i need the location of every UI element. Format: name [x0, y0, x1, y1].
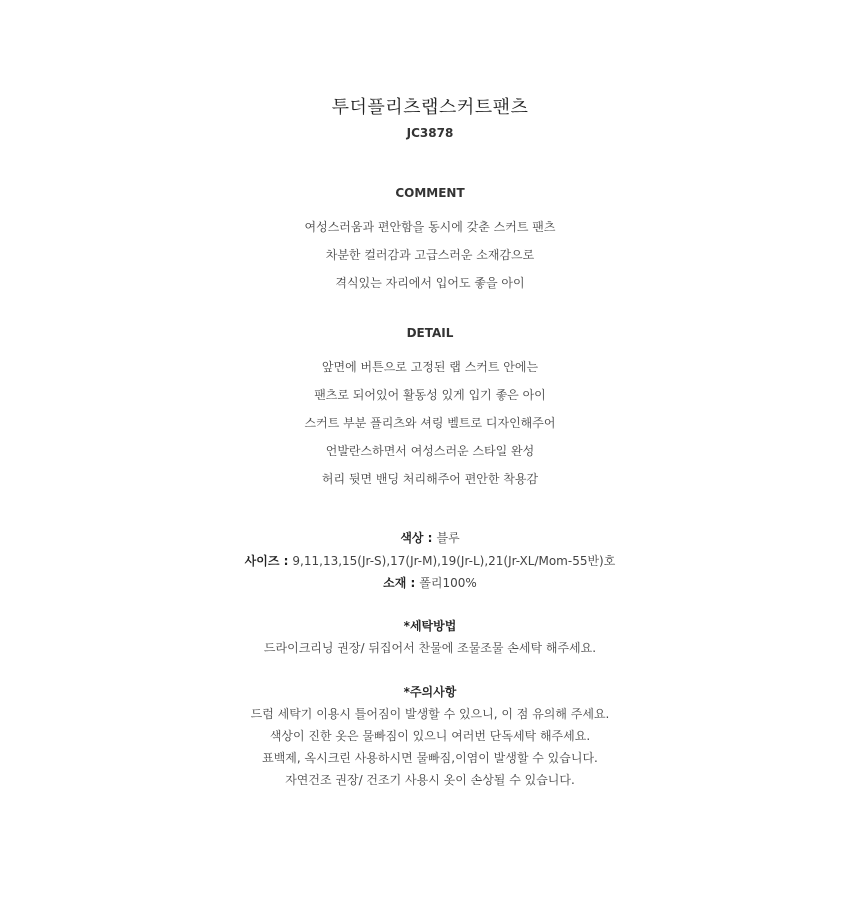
spec-size-label: 사이즈 : — [244, 553, 289, 568]
comment-line: 여성스러움과 편안함을 동시에 갖춘 스커트 팬츠 — [304, 220, 556, 234]
detail-line: 팬츠로 되어있어 활동성 있게 입기 좋은 아이 — [314, 388, 546, 402]
spec-size-value: 9,11,13,15(Jr-S),17(Jr-M),19(Jr-L),21(Jr-XL/Mom-55반)호 — [292, 553, 616, 568]
spec-size — [0, 550, 860, 573]
product-code: JC3878 — [406, 126, 454, 140]
detail-text — [0, 353, 860, 493]
spec-material — [0, 572, 860, 595]
spec-list — [0, 527, 860, 595]
caution-line: 색상이 진한 옷은 물빠짐이 있으니 여러번 단독세탁 해주세요. — [269, 728, 591, 743]
comment-line: 차분한 컬러감과 고급스러운 소재감으로 — [325, 248, 535, 262]
detail-line: 허리 뒷면 밴딩 처리해주어 편안한 착용감 — [321, 472, 539, 486]
product-title: 투더플리츠랩스커트팬츠 — [331, 97, 529, 118]
detail-line: 언발란스하면서 여성스러운 스타일 완성 — [325, 444, 535, 458]
washing-section — [0, 615, 860, 659]
spec-color-value: 블루 — [436, 531, 460, 545]
caution-line: 표백제, 옥시크린 사용하시면 물빠짐,이염이 발생할 수 있습니다. — [262, 750, 598, 765]
detail-line: 스커트 부분 플리츠와 셔링 벨트로 디자인해주어 — [304, 416, 556, 430]
caution-section — [0, 681, 860, 791]
comment-heading: COMMENT — [395, 186, 465, 200]
comment-text — [0, 213, 860, 297]
comment-line: 격식있는 자리에서 입어도 좋을 아이 — [335, 276, 525, 290]
spec-color-label: 색상 : — [400, 531, 433, 545]
caution-heading: *주의사항 — [403, 684, 457, 699]
washing-line: 드라이크리닝 권장/ 뒤집어서 찬물에 조물조물 손세탁 해주세요. — [263, 640, 597, 655]
washing-heading: *세탁방법 — [403, 618, 457, 633]
spec-color — [0, 527, 860, 550]
caution-line: 드럼 세탁기 이용시 틀어짐이 발생할 수 있으니, 이 점 유의해 주세요. — [250, 706, 610, 721]
detail-heading: DETAIL — [406, 326, 454, 340]
spec-material-value: 폴리100% — [419, 576, 477, 590]
caution-line: 자연건조 권장/ 건조기 사용시 옷이 손상될 수 있습니다. — [285, 772, 575, 787]
spec-material-label: 소재 : — [383, 576, 416, 590]
detail-line: 앞면에 버튼으로 고정된 랩 스커트 안에는 — [321, 360, 539, 374]
